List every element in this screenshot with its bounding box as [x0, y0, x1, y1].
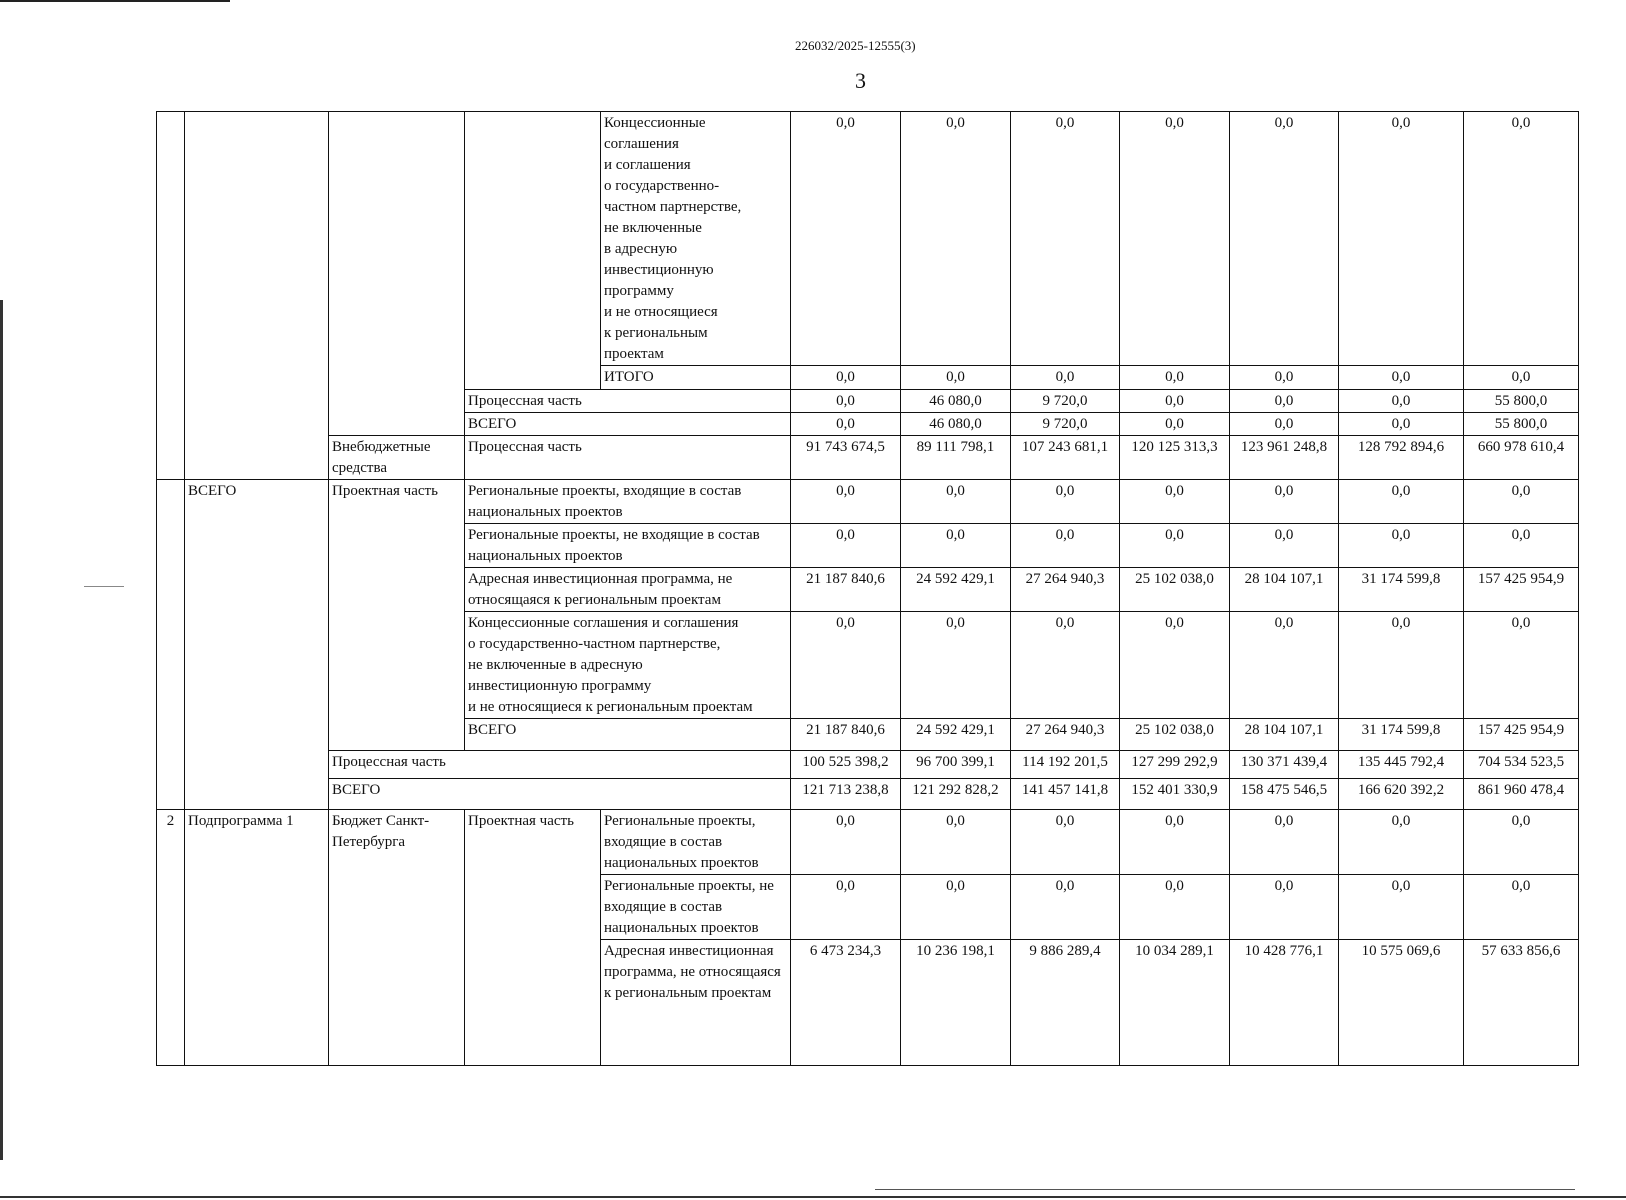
value-cell: 127 299 292,9	[1120, 751, 1230, 779]
process-part-label: Процессная часть	[465, 436, 791, 480]
table-row	[157, 480, 1579, 524]
value-cell: 10 034 289,1	[1120, 940, 1230, 1066]
value-cell: 152 401 330,9	[1120, 779, 1230, 810]
value-cell: 28 104 107,1	[1230, 568, 1339, 612]
value-cell: 0,0	[791, 390, 901, 413]
text-line: инвестиционную	[604, 262, 714, 278]
process-part-label: Процессная часть	[329, 751, 791, 779]
value-cell: 130 371 439,4	[1230, 751, 1339, 779]
value-cell: 100 525 398,2	[791, 751, 901, 779]
value-cell: 0,0	[1230, 480, 1339, 524]
page-number: 3	[855, 68, 866, 93]
value-cell: 107 243 681,1	[1011, 436, 1120, 480]
value-cell: 0,0	[1339, 875, 1464, 940]
value-cell: 0,0	[901, 612, 1011, 719]
value-cell: 9 720,0	[1011, 390, 1120, 413]
budget-spb-label: Бюджет Санкт-Петербурга	[329, 810, 465, 1066]
value-cell: 0,0	[1464, 524, 1579, 568]
row-number-cell	[157, 112, 185, 480]
value-cell: 0,0	[1339, 480, 1464, 524]
value-cell: 0,0	[1339, 112, 1464, 366]
value-cell: 123 961 248,8	[1230, 436, 1339, 480]
regional-in-national-label: Региональные проекты, входящие в состав национальных проектов	[465, 480, 791, 524]
value-cell: 0,0	[1011, 480, 1120, 524]
value-cell: 141 457 141,8	[1011, 779, 1120, 810]
value-cell: 0,0	[1120, 810, 1230, 875]
document-id: 226032/2025-12555(3)	[795, 38, 916, 53]
text-line: соглашения	[604, 136, 679, 152]
row-number: 2	[157, 810, 185, 1066]
value-cell: 0,0	[1339, 413, 1464, 436]
value-cell: 114 192 201,5	[1011, 751, 1120, 779]
value-cell: 0,0	[1339, 366, 1464, 390]
value-cell: 0,0	[1230, 524, 1339, 568]
regional-not-national-label: Региональные проекты, не входящие в состав национальных проектов	[601, 875, 791, 940]
row-number-cell	[157, 480, 185, 810]
program-cell	[185, 112, 329, 480]
value-cell: 0,0	[1230, 413, 1339, 436]
source-cell	[329, 112, 465, 436]
value-cell: 96 700 399,1	[901, 751, 1011, 779]
text-line: к региональным	[604, 325, 708, 341]
finance-table	[156, 111, 1579, 1066]
value-cell: 121 292 828,2	[901, 779, 1011, 810]
value-cell: 91 743 674,5	[791, 436, 901, 480]
text-line: в адресную	[604, 241, 678, 257]
text-line: и не относящиеся	[604, 304, 718, 320]
vsego-label: ВСЕГО	[465, 413, 791, 436]
value-cell: 0,0	[901, 524, 1011, 568]
value-cell: 0,0	[1120, 612, 1230, 719]
text-line: проектам	[604, 346, 664, 362]
value-cell: 27 264 940,3	[1011, 719, 1120, 751]
value-cell: 0,0	[1230, 366, 1339, 390]
value-cell: 0,0	[1120, 875, 1230, 940]
text-line: и не относящиеся к региональным проектам	[468, 699, 753, 715]
value-cell: 31 174 599,8	[1339, 568, 1464, 612]
table-row	[157, 779, 1579, 810]
value-cell: 0,0	[791, 612, 901, 719]
value-cell: 135 445 792,4	[1339, 751, 1464, 779]
value-cell: 861 960 478,4	[1464, 779, 1579, 810]
value-cell: 0,0	[1464, 875, 1579, 940]
value-cell: 0,0	[791, 480, 901, 524]
text-line: о государственно-частном партнерстве,	[468, 636, 721, 652]
value-cell: 158 475 546,5	[1230, 779, 1339, 810]
value-cell: 0,0	[1011, 112, 1120, 366]
value-cell: 660 978 610,4	[1464, 436, 1579, 480]
value-cell: 0,0	[901, 810, 1011, 875]
table-row	[157, 436, 1579, 480]
value-cell: 0,0	[1464, 112, 1579, 366]
text-line: программу	[604, 283, 674, 299]
value-cell: 0,0	[791, 875, 901, 940]
value-cell: 9 720,0	[1011, 413, 1120, 436]
value-cell: 0,0	[1230, 875, 1339, 940]
value-cell: 0,0	[1120, 524, 1230, 568]
value-cell: 157 425 954,9	[1464, 568, 1579, 612]
value-cell: 28 104 107,1	[1230, 719, 1339, 751]
value-cell: 0,0	[1120, 112, 1230, 366]
value-cell: 55 800,0	[1464, 390, 1579, 413]
value-cell: 46 080,0	[901, 413, 1011, 436]
value-cell: 10 575 069,6	[1339, 940, 1464, 1066]
project-part-label: Проектная часть	[465, 810, 601, 1066]
value-cell: 0,0	[1464, 480, 1579, 524]
text-line: инвестиционную программу	[468, 678, 652, 694]
value-cell: 0,0	[901, 112, 1011, 366]
value-cell: 121 713 238,8	[791, 779, 901, 810]
value-cell: 0,0	[1120, 390, 1230, 413]
concession-label	[601, 112, 791, 366]
value-cell: 55 800,0	[1464, 413, 1579, 436]
text-line: частном партнерстве,	[604, 199, 742, 215]
value-cell: 46 080,0	[901, 390, 1011, 413]
value-cell: 89 111 798,1	[901, 436, 1011, 480]
vsego-label: ВСЕГО	[465, 719, 791, 751]
value-cell: 0,0	[1011, 875, 1120, 940]
text-line: и соглашения	[604, 157, 691, 173]
subprogram-label: Подпрограмма 1	[185, 810, 329, 1066]
value-cell: 31 174 599,8	[1339, 719, 1464, 751]
text-line: Концессионные	[604, 115, 706, 131]
value-cell: 0,0	[1120, 413, 1230, 436]
part-cell	[465, 112, 601, 390]
value-cell: 0,0	[1339, 612, 1464, 719]
value-cell: 0,0	[901, 480, 1011, 524]
concession-long-label	[465, 612, 791, 719]
scan-edge-top	[0, 0, 230, 2]
project-part-label: Проектная часть	[329, 480, 465, 751]
value-cell: 0,0	[1464, 366, 1579, 390]
process-part-label: Процессная часть	[465, 390, 791, 413]
value-cell: 128 792 894,6	[1339, 436, 1464, 480]
value-cell: 0,0	[1230, 810, 1339, 875]
value-cell: 0,0	[1339, 524, 1464, 568]
value-cell: 0,0	[1230, 390, 1339, 413]
aip-label: Адресная инвестиционная программа, не относящаяся к региональным проектам	[465, 568, 791, 612]
offbudget-label: Внебюджетные средства	[329, 436, 465, 480]
value-cell: 0,0	[901, 875, 1011, 940]
value-cell: 21 187 840,6	[791, 568, 901, 612]
value-cell: 21 187 840,6	[791, 719, 901, 751]
scan-edge-left	[0, 300, 3, 1160]
value-cell: 0,0	[1339, 390, 1464, 413]
value-cell: 0,0	[1230, 612, 1339, 719]
scan-mark	[84, 586, 124, 587]
value-cell: 0,0	[1011, 524, 1120, 568]
value-cell: 166 620 392,2	[1339, 779, 1464, 810]
value-cell: 120 125 313,3	[1120, 436, 1230, 480]
value-cell: 0,0	[1011, 612, 1120, 719]
value-cell: 0,0	[791, 524, 901, 568]
value-cell: 0,0	[1120, 366, 1230, 390]
value-cell: 6 473 234,3	[791, 940, 901, 1066]
value-cell: 157 425 954,9	[1464, 719, 1579, 751]
table-row	[157, 751, 1579, 779]
value-cell: 10 428 776,1	[1230, 940, 1339, 1066]
text-line: не включенные в адресную	[468, 657, 643, 673]
vsego-title: ВСЕГО	[185, 480, 329, 810]
value-cell: 9 886 289,4	[1011, 940, 1120, 1066]
table-row	[157, 112, 1579, 366]
table-row	[157, 810, 1579, 875]
value-cell: 0,0	[791, 366, 901, 390]
value-cell: 0,0	[1011, 366, 1120, 390]
value-cell: 704 534 523,5	[1464, 751, 1579, 779]
scan-edge-bottom-line	[875, 1189, 1575, 1190]
value-cell: 0,0	[901, 366, 1011, 390]
value-cell: 10 236 198,1	[901, 940, 1011, 1066]
value-cell: 27 264 940,3	[1011, 568, 1120, 612]
scan-edge-bottom	[0, 1196, 1626, 1198]
value-cell: 25 102 038,0	[1120, 568, 1230, 612]
regional-not-national-label: Региональные проекты, не входящие в состав национальных проектов	[465, 524, 791, 568]
value-cell: 24 592 429,1	[901, 719, 1011, 751]
value-cell: 0,0	[1464, 612, 1579, 719]
value-cell: 0,0	[791, 413, 901, 436]
text-line: о государственно-	[604, 178, 720, 194]
value-cell: 0,0	[1464, 810, 1579, 875]
itogo-label: ИТОГО	[601, 366, 791, 390]
vsego-label: ВСЕГО	[329, 779, 791, 810]
value-cell: 57 633 856,6	[1464, 940, 1579, 1066]
regional-in-national-label: Региональные проекты, входящие в состав национальных проектов	[601, 810, 791, 875]
value-cell: 0,0	[1230, 112, 1339, 366]
text-line: не включенные	[604, 220, 702, 236]
text-line: Концессионные соглашения и соглашения	[468, 615, 739, 631]
value-cell: 0,0	[1011, 810, 1120, 875]
value-cell: 0,0	[1120, 480, 1230, 524]
value-cell: 24 592 429,1	[901, 568, 1011, 612]
value-cell: 25 102 038,0	[1120, 719, 1230, 751]
value-cell: 0,0	[1339, 810, 1464, 875]
value-cell: 0,0	[791, 810, 901, 875]
value-cell: 0,0	[791, 112, 901, 366]
aip-label: Адресная инвестиционная программа, не относящаяся к региональным проектам	[601, 940, 791, 1066]
